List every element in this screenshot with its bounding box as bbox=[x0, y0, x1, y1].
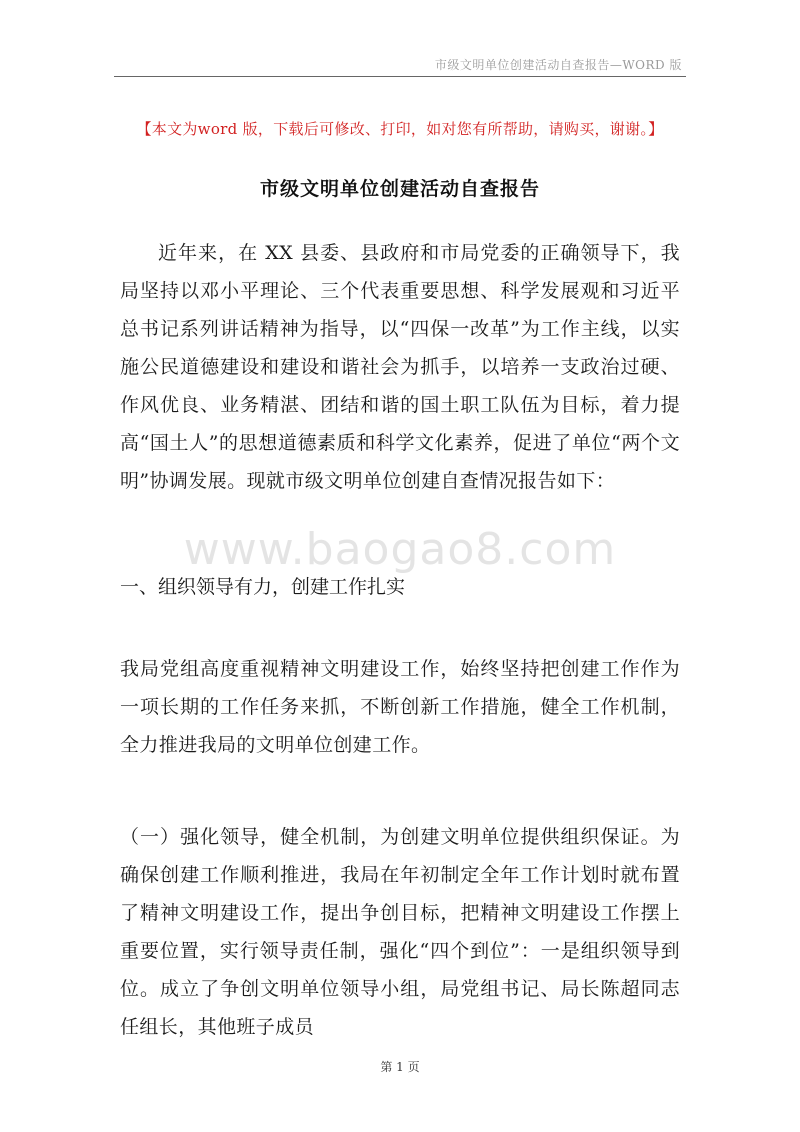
section-heading-1: 一、组织领导有力，创建工作扎实 bbox=[120, 576, 406, 598]
watermark: www.baogao8.com bbox=[183, 524, 617, 575]
page-number: 第 1 页 bbox=[380, 1060, 420, 1074]
document-title: 市级文明单位创建活动自查报告 bbox=[259, 178, 540, 200]
subsection-1-paragraph: （一）强化领导，健全机制，为创建文明单位提供组织保证。为确保创建工作顺利推进，我局在年初制定全年工作计划时就布置了精神文明建设工作，提出争创目标，把精神文明建设工作摆上重要位置，实行领导责任制，强化“四个到位”：一是组织领导到位。成立了争创文明单位领导小组，局党组书记、局长陈超同志任组长，其他班子成员 bbox=[120, 826, 680, 1038]
purchase-notice: 【本文为word 版，下载后可修改、打印，如对您有所帮助，请购买，谢谢。】 bbox=[136, 120, 664, 138]
section-1-paragraph: 我局党组高度重视精神文明建设工作，始终坚持把创建工作作为一项长期的工作任务来抓，不断创新工作措施，健全工作机制，全力推进我局的文明单位创建工作。 bbox=[120, 658, 680, 756]
intro-paragraph: 近年来，在 XX 县委、县政府和市局党委的正确领导下，我局坚持以邓小平理论、三个代表重要思想、科学发展观和习近平总书记系列讲话精神为指导，以“四保一改革”为工作主线，以实施公民道德建设和建设和谐社会为抓手，以培养一支政治过硬、作风优良、业务精湛、团结和谐的国土职工队伍为目标，着力提高“国土人”的思想道德素质和科学文化素养，促进了单位“两个文明”协调发展。现就市级文明单位创建自查情况报告如下： bbox=[120, 242, 680, 492]
header-divider bbox=[114, 76, 686, 77]
running-header: 市级文明单位创建活动自查报告—WORD 版 bbox=[434, 58, 682, 72]
